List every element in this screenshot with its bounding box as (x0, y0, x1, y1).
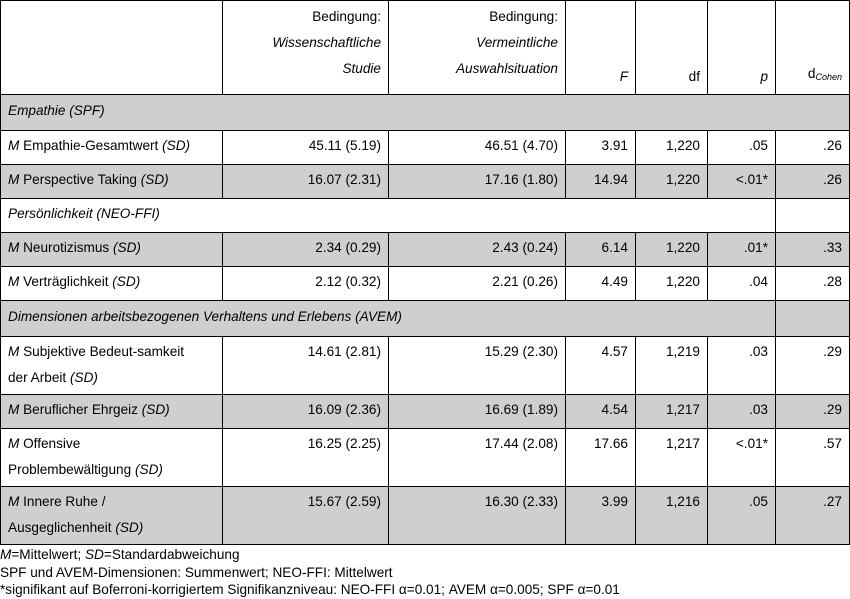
table-row (1, 487, 850, 545)
cell-p: .04 (708, 267, 776, 301)
section-empty-cell (776, 199, 850, 233)
cell-d: .27 (776, 487, 850, 545)
cell-condition-2: 16.30 (2.33) (389, 487, 566, 545)
header-p: p (708, 1, 776, 95)
cell-d: .57 (776, 429, 850, 487)
cell-condition-1: 16.07 (2.31) (223, 165, 389, 199)
cell-d: .29 (776, 337, 850, 395)
cell-df: 1,220 (636, 165, 708, 199)
table-row (1, 267, 850, 301)
cell-d: .29 (776, 395, 850, 429)
header-f: F (566, 1, 636, 95)
cell-d: .26 (776, 165, 850, 199)
cell-f: 14.94 (566, 165, 636, 199)
row-label: M Empathie-Gesamtwert (SD) (1, 131, 223, 165)
cell-condition-2: 16.69 (1.89) (389, 395, 566, 429)
row-label: M Offensive Problembewältigung (SD) (1, 429, 223, 487)
table-notes (0, 546, 620, 599)
cell-df: 1,216 (636, 487, 708, 545)
cell-condition-1: 2.34 (0.29) (223, 233, 389, 267)
row-label: M Verträglichkeit (SD) (1, 267, 223, 301)
cell-f: 3.99 (566, 487, 636, 545)
cell-f: 17.66 (566, 429, 636, 487)
cell-f: 6.14 (566, 233, 636, 267)
cell-condition-1: 45.11 (5.19) (223, 131, 389, 165)
row-label: M Neurotizismus (SD) (1, 233, 223, 267)
row-label: M Beruflicher Ehrgeiz (SD) (1, 395, 223, 429)
cell-df: 1,220 (636, 131, 708, 165)
cell-condition-2: 17.44 (2.08) (389, 429, 566, 487)
cell-df: 1,220 (636, 233, 708, 267)
cell-condition-1: 16.25 (2.25) (223, 429, 389, 487)
cell-d: .28 (776, 267, 850, 301)
header-df: df (636, 1, 708, 95)
table-row (1, 165, 850, 199)
cell-p: .01* (708, 233, 776, 267)
section-label: Persönlichkeit (NEO-FFI) (1, 199, 776, 233)
cell-condition-2: 17.16 (1.80) (389, 165, 566, 199)
cell-f: 3.91 (566, 131, 636, 165)
cell-f: 4.54 (566, 395, 636, 429)
header-condition-2: Bedingung: Vermeintliche Auswahlsituation (389, 1, 566, 95)
cell-df: 1,217 (636, 395, 708, 429)
note-line-3: *signifikant auf Boferroni-korrigiertem Signifikanzniveau: NEO-FFI α=0.01; AVEM α=0.005; SPF α=0.01 (0, 582, 620, 597)
cell-df: 1,220 (636, 267, 708, 301)
cell-condition-1: 2.12 (0.32) (223, 267, 389, 301)
cell-p: <.01* (708, 165, 776, 199)
note-line-1: M=Mittelwert; SD=Standardabweichung (0, 547, 240, 562)
cell-p: .03 (708, 395, 776, 429)
cell-p: <.01* (708, 429, 776, 487)
cell-condition-2: 2.21 (0.26) (389, 267, 566, 301)
section-empty-cell (776, 301, 850, 337)
row-label: M Innere Ruhe / Ausgeglichenheit (SD) (1, 487, 223, 545)
table-row (1, 395, 850, 429)
row-label: M Perspective Taking (SD) (1, 165, 223, 199)
cell-condition-2: 15.29 (2.30) (389, 337, 566, 395)
cell-condition-2: 2.43 (0.24) (389, 233, 566, 267)
cell-condition-2: 46.51 (4.70) (389, 131, 566, 165)
table-row (1, 233, 850, 267)
section-row-empathie (1, 95, 850, 131)
cell-d: .33 (776, 233, 850, 267)
section-row-persoenlichkeit (1, 199, 850, 233)
section-row-avem (1, 301, 850, 337)
header-empty-cell (1, 1, 223, 95)
section-label: Dimensionen arbeitsbezogenen Verhaltens und Erlebens (AVEM) (1, 301, 776, 337)
cell-p: .03 (708, 337, 776, 395)
cell-p: .05 (708, 131, 776, 165)
cell-p: .05 (708, 487, 776, 545)
cell-f: 4.57 (566, 337, 636, 395)
header-d-cohen: $d_{Cohen}$ (776, 1, 850, 95)
cell-condition-1: 16.09 (2.36) (223, 395, 389, 429)
header-condition-1: Bedingung: Wissenschaftliche Studie (223, 1, 389, 95)
table-row (1, 131, 850, 165)
cell-condition-1: 14.61 (2.81) (223, 337, 389, 395)
cell-df: 1,219 (636, 337, 708, 395)
note-line-2: SPF und AVEM-Dimensionen: Summenwert; NEO-FFI: Mittelwert (0, 564, 393, 580)
table-row (1, 429, 850, 487)
cell-f: 4.49 (566, 267, 636, 301)
section-label: Empathie (SPF) (1, 95, 850, 131)
header-row (1, 1, 850, 95)
cell-d: .26 (776, 131, 850, 165)
table-row (1, 337, 850, 395)
cell-df: 1,217 (636, 429, 708, 487)
cell-condition-1: 15.67 (2.59) (223, 487, 389, 545)
row-label: M Subjektive Bedeut-samkeit der Arbeit (SD) (1, 337, 223, 395)
